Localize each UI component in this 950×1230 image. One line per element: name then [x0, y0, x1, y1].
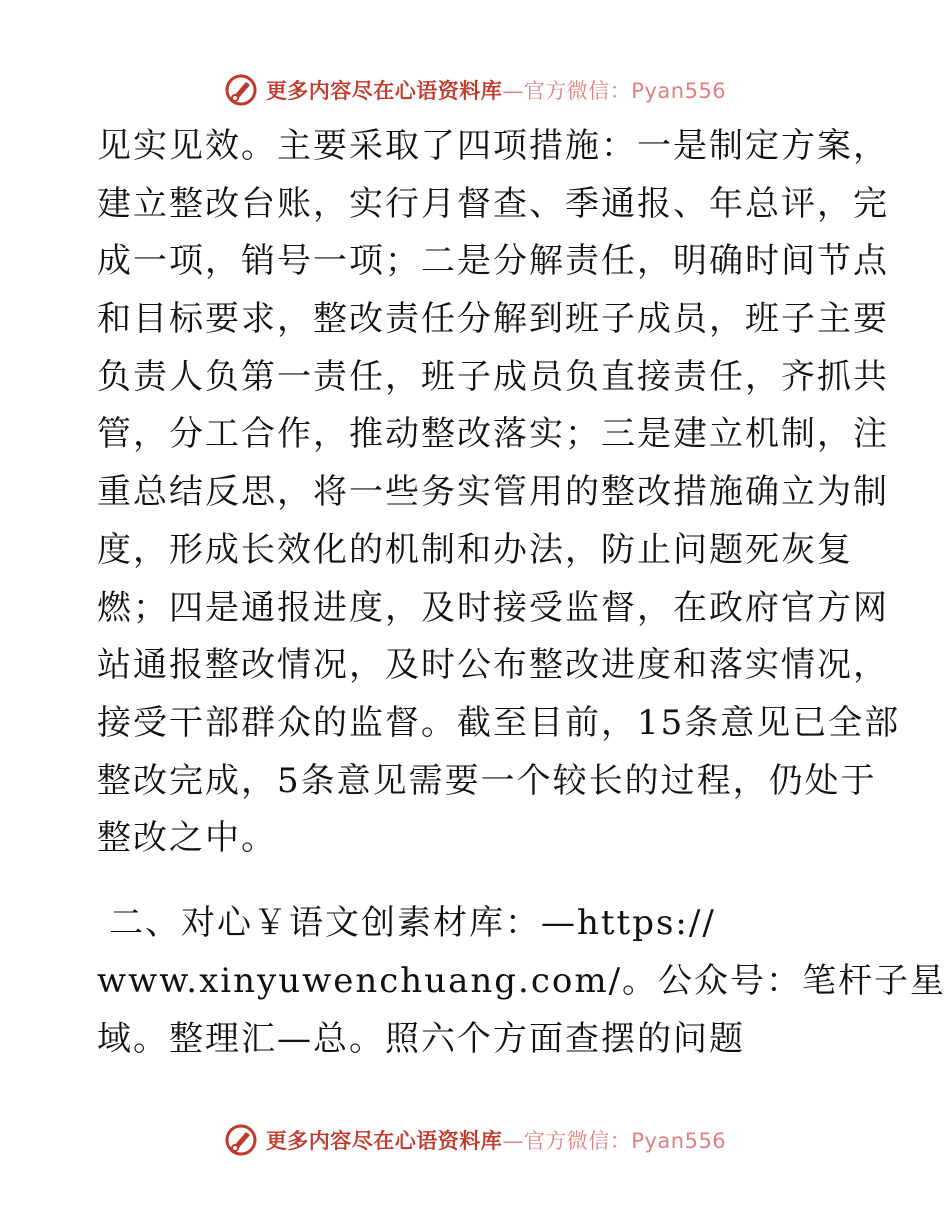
brush-logo-icon	[224, 1123, 258, 1157]
section-two	[97, 894, 947, 1068]
watermark-wechat: 官方微信：Pyan556	[523, 1129, 727, 1153]
section-url-line: www.xinyuwenchuang.com/。公众号：笔杆子星	[97, 961, 947, 1001]
paragraph-line: 整改完成，5条意见需要一个较长的过程，仍处于	[97, 760, 877, 801]
watermark-wechat: 官方微信：Pyan556	[523, 79, 727, 103]
paragraph-line: 建立整改台账，实行月督查、季通报、年总评，完	[97, 183, 889, 224]
paragraph-line: 度，形成长效化的机制和办法，防止问题死灰复	[97, 529, 853, 570]
footer-watermark	[0, 1120, 950, 1160]
paragraph-line: 成一项，销号一项；二是分解责任，明确时间节点	[97, 241, 889, 282]
paragraph-line: 燃；四是通报进度，及时接受监督，在政府官方网	[97, 587, 889, 628]
paragraph-line: 接受干部群众的监督。截至目前，15条意见已全部	[97, 702, 901, 743]
paragraph-line: 负责人负第一责任，班子成员负直接责任，齐抓共	[97, 356, 889, 397]
paragraph-line: 站通报整改情况，及时公布整改进度和落实情况，	[97, 645, 889, 686]
paragraph-line: 和目标要求，整改责任分解到班子成员，班子主要	[97, 299, 889, 340]
watermark-title: 更多内容尽在心语资料库	[265, 79, 503, 103]
watermark-separator: —	[502, 1129, 524, 1153]
section-heading-line: 二、对心￥语文创素材库：—https://	[109, 903, 716, 943]
paragraph-line: 重总结反思，将一些务实管用的整改措施确立为制	[97, 472, 889, 513]
watermark-separator: —	[502, 79, 524, 103]
watermark-title: 更多内容尽在心语资料库	[265, 1129, 503, 1153]
paragraph-line: 管，分工合作，推动整改落实；三是建立机制，注	[97, 414, 889, 455]
paragraph-body	[97, 118, 901, 868]
brush-logo-icon	[224, 73, 258, 107]
header-watermark	[0, 70, 950, 110]
section-text-line: 域。整理汇—总。照六个方面查摆的问题	[97, 1019, 745, 1059]
paragraph-line: 见实见效。主要采取了四项措施：一是制定方案，	[97, 126, 889, 166]
paragraph-line: 整改之中。	[97, 818, 277, 859]
